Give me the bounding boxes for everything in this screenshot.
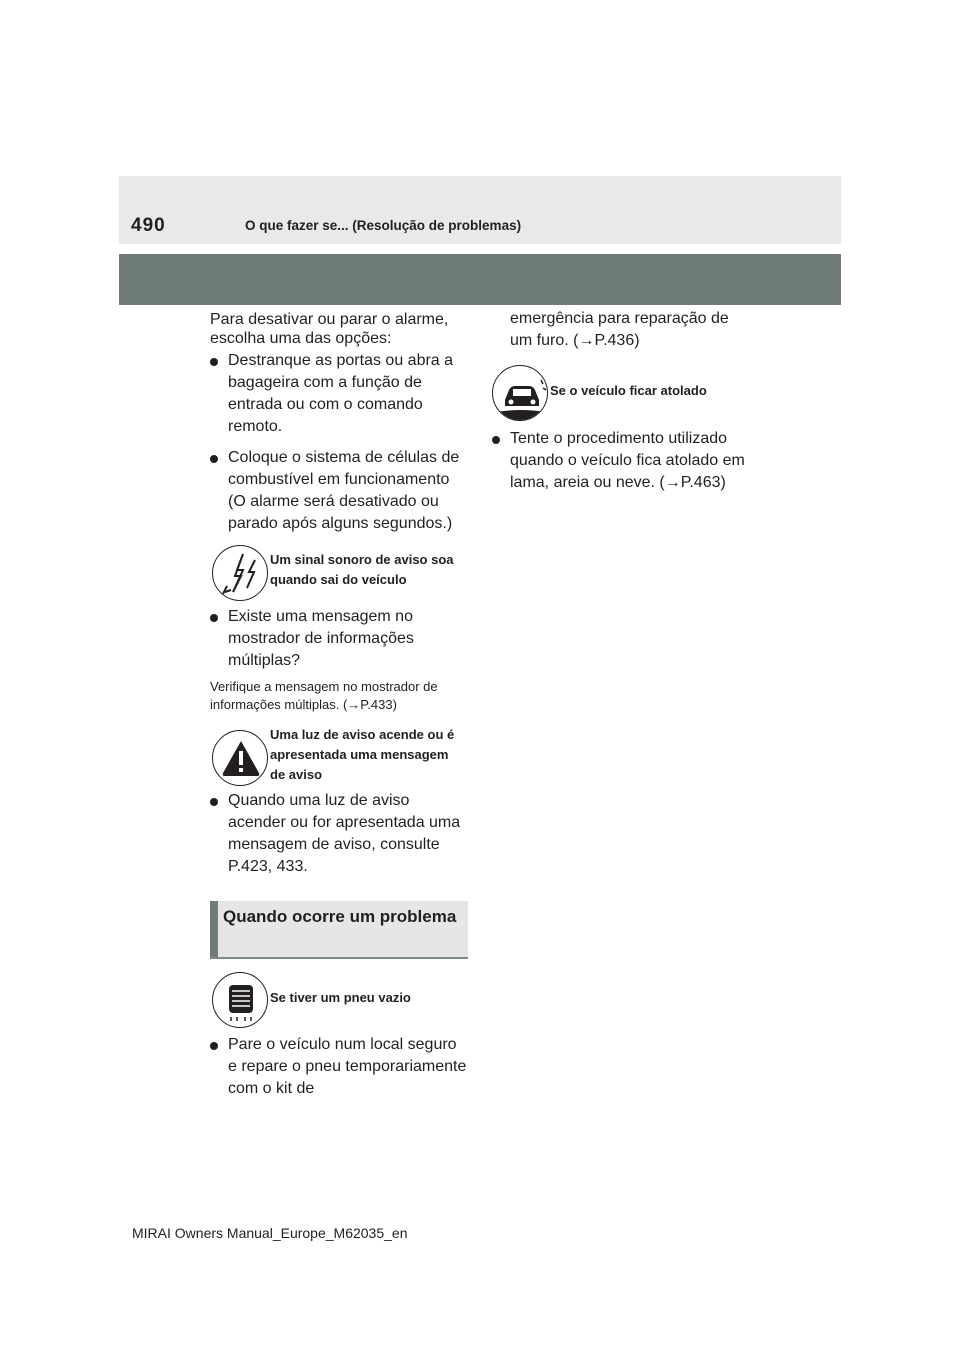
- list-item: [210, 790, 468, 878]
- intro-block: [210, 310, 465, 348]
- stuck-heading: [550, 381, 750, 401]
- list-item-text: Existe uma mensagem no mostrador de informações múltiplas?: [228, 608, 414, 669]
- footer-text: MIRAI Owners Manual_Europe_M62035_en: [132, 1225, 408, 1241]
- list-item: [492, 428, 752, 494]
- stuck-bullet-block: [492, 428, 752, 494]
- buzzer-note-block: [210, 678, 468, 714]
- stuck-title: Se o veículo ficar atolado: [550, 383, 707, 398]
- intro-text: Para desativar ou parar o alarme, escolha uma das opções:: [210, 311, 449, 347]
- running-title: O que fazer se... (Resolução de problemas): [245, 218, 522, 233]
- bullet-dot: [210, 614, 218, 622]
- bullet-list-1: [210, 350, 465, 535]
- section-band: [119, 254, 841, 305]
- list-item-text: Destranque as portas ou abra a bagageira com a função de entrada ou com o comando remoto.: [228, 352, 454, 435]
- warning-icon: [212, 730, 268, 786]
- warning-title: Uma luz de aviso acende ou é apresentada uma mensagem de aviso: [270, 727, 455, 782]
- flat-tire-icon: [212, 972, 268, 1028]
- page-number: 490: [131, 215, 166, 236]
- list-item-text: Quando uma luz de aviso acender ou for apresentada uma mensagem de aviso, consulte P.423, 433.: [228, 792, 461, 875]
- section-bar: [210, 901, 218, 957]
- buzzer-note: Verifique a mensagem no mostrador de informações múltiplas. (→P.433): [210, 679, 438, 712]
- list-item-text: Pare o veículo num local seguro e repare o pneu temporariamente com o kit de: [228, 1036, 467, 1097]
- bullet-dot: [210, 1042, 218, 1050]
- header-band: [119, 176, 841, 244]
- buzzer-heading: [270, 550, 465, 590]
- bullet-dot: [210, 798, 218, 806]
- section-title: Quando ocorre um problema: [223, 907, 457, 926]
- bullet-dot: [210, 358, 218, 366]
- tire-continuation: emergência para reparação de um furo. (→P.436): [510, 310, 729, 349]
- buzzer-bullet-block: [210, 606, 465, 672]
- stuck-car-icon: [492, 365, 548, 421]
- warning-heading: [270, 725, 465, 785]
- list-item: [210, 606, 465, 672]
- list-item-text: Tente o procedimento utilizado quando o veículo fica atolado em lama, areia ou neve. (→P.463): [510, 430, 745, 491]
- buzzer-title: Um sinal sonoro de aviso soa quando sai do veículo: [270, 552, 454, 587]
- tire-heading: [270, 988, 465, 1008]
- bullet-dot: [492, 436, 500, 444]
- tire-bullet-block: [210, 1034, 468, 1100]
- warning-bullet-block: [210, 790, 468, 878]
- tire-continuation-block: [510, 308, 750, 352]
- list-item-text: Coloque o sistema de células de combustível em funcionamento (O alarme será desativado ou parado após alguns segundos.): [228, 449, 460, 532]
- list-item: [210, 447, 465, 535]
- buzzer-icon: [212, 545, 268, 601]
- list-item: [210, 350, 465, 438]
- tire-title: Se tiver um pneu vazio: [270, 990, 411, 1005]
- section-heading: [210, 901, 468, 959]
- bullet-dot: [210, 455, 218, 463]
- list-item: [210, 1034, 468, 1100]
